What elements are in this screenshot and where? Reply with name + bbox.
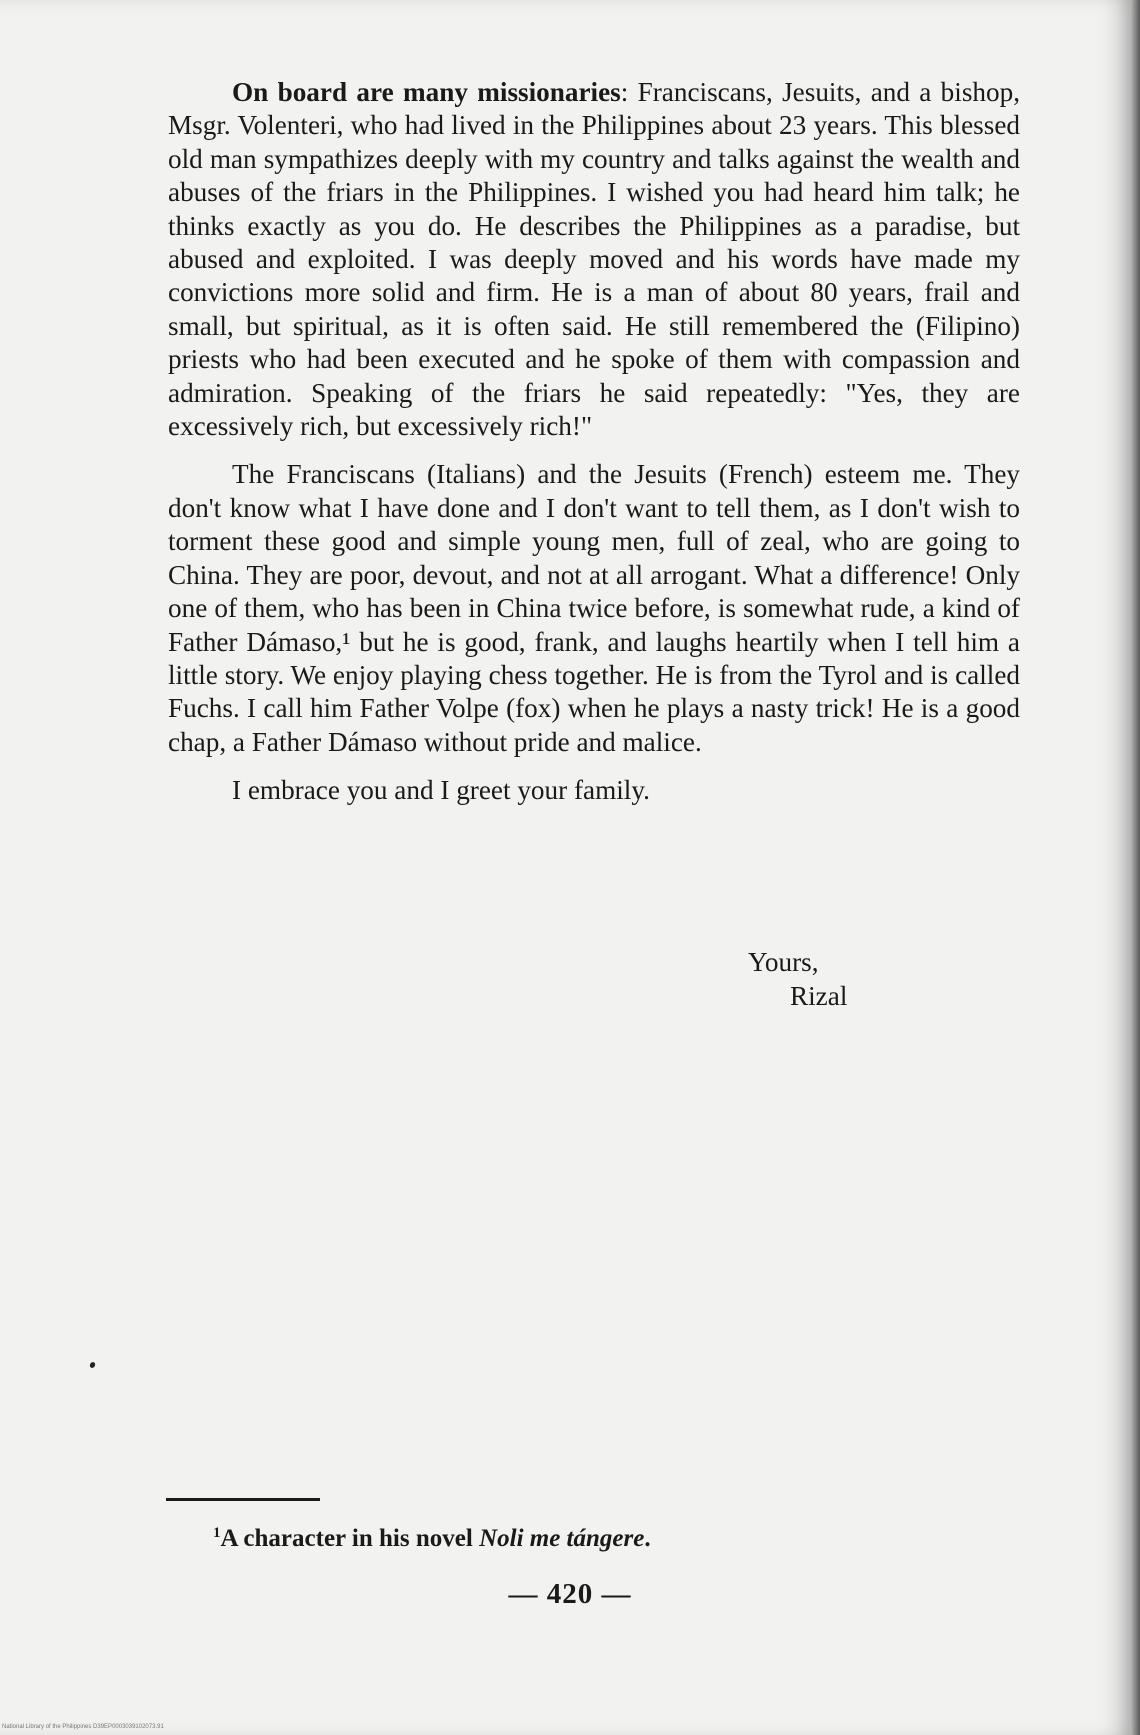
letter-body xyxy=(168,76,1020,808)
letter-closing: Yours, xyxy=(748,947,819,977)
paragraph-text: : Franciscans, Jesuits, and a bishop, Msgr. Volenteri, who had lived in the Philippines about 23 years. This blessed old man sympathizes deeply with my country and talks against the wealth and abuses of the friars in the Philippines. I wished you had heard him talk; he thinks exactly as you do. He describes the Philippines as a paradise, but abused and exploited. I was deeply moved and his words have made my convictions more solid and firm. He is a man of about 80 years, frail and small, but spiritual, as it is often said. He still remembered the (Filipino) priests who had been executed and he spoke of them with compassion and admiration. Speaking of the friars he said repeatedly: "Yes, they are excessively rich, but excessively rich!" xyxy=(168,77,1020,442)
paragraph-embrace xyxy=(168,774,1020,807)
page-edge-shadow xyxy=(1130,0,1140,1735)
library-watermark-label: National Library of the Philippines D39EP0003039102073.91 xyxy=(2,1724,164,1730)
paragraph-text: The Franciscans (Italians) and the Jesuits (French) esteem me. They don't know what I have done and I don't want to tell them, as I don't wish to torment these good and simple young men, full of zeal, who are going to China. They are poor, devout, and not at all arrogant. What a difference! Only one of them, who has been in China twice before, is somewhat rude, a kind of Father Dámaso,¹ but he is good, frank, and laughs heartily when I tell him a little story. We enjoy playing chess together. He is from the Tyrol and is called Fuchs. I call him Father Volpe (fox) when he plays a nasty trick! He is a good chap, a Father Dámaso without pride and malice. xyxy=(168,459,1020,757)
paragraph-text: I embrace you and I greet your family. xyxy=(232,775,650,806)
footnote xyxy=(213,1518,651,1554)
footnote-marker: 1 xyxy=(213,1525,221,1541)
page-number: — 420 — xyxy=(508,1578,632,1610)
footnote-divider xyxy=(166,1498,320,1501)
paragraph-franciscans xyxy=(168,458,1020,759)
letter-signature: Rizal xyxy=(790,981,848,1011)
footnote-end: . xyxy=(644,1525,651,1552)
paragraph-lead: On board are many missionaries xyxy=(232,77,621,107)
footnote-text: A character in his novel xyxy=(220,1525,480,1552)
paragraph-missionaries xyxy=(168,76,1020,443)
ink-speck-mark xyxy=(89,1361,96,1369)
footnote-novel-title: Noli me tángere xyxy=(479,1525,645,1552)
